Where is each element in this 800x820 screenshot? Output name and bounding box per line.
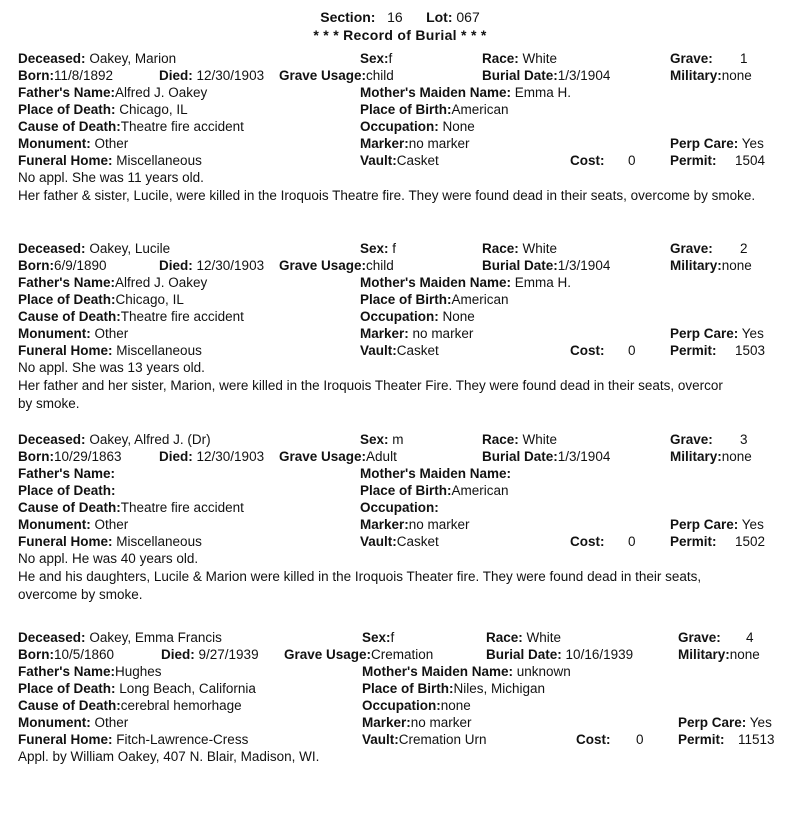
- died-label: Died:: [161, 647, 195, 662]
- sex-value: m: [392, 432, 404, 447]
- sex-label: Sex:: [360, 51, 389, 66]
- record-note-detail: Her father & sister, Lucile, were killed in the Iroquois Theatre fire. They were found dead in their seats, overcome by smoke.: [18, 188, 756, 203]
- died-value: 12/30/1903: [196, 68, 265, 83]
- record-note-detail: He and his daughters, Lucile & Marion were killed in the Iroquois Theater fire. They were found dead in their seats,: [18, 569, 702, 584]
- sex-value: f: [390, 630, 395, 645]
- permit-label: Permit:: [670, 534, 717, 549]
- born-value: 6/9/1890: [54, 258, 107, 273]
- monument-value: Other: [94, 326, 129, 341]
- funeral-home-value: Fitch-Lawrence-Cress: [116, 732, 249, 747]
- grave-value: 2: [740, 241, 748, 256]
- monument-label: Monument:: [18, 517, 91, 532]
- perp-care-label: Perp Care:: [670, 326, 739, 341]
- burial-record-2: [0, 241, 800, 431]
- cost-label: Cost:: [570, 153, 605, 168]
- marker-value: no marker: [408, 136, 470, 151]
- permit-label: Permit:: [678, 732, 725, 747]
- grave-label: Grave:: [670, 432, 713, 447]
- section-label: Section:: [320, 9, 376, 25]
- place-of-death-label: Place of Death:: [18, 292, 116, 307]
- funeral-home-label: Funeral Home:: [18, 153, 113, 168]
- vault-label: Vault:: [360, 343, 397, 358]
- died-value: 12/30/1903: [196, 258, 265, 273]
- funeral-home-value: Miscellaneous: [116, 343, 202, 358]
- burial-date-label: Burial Date:: [482, 449, 558, 464]
- cause-value: cerebral hemorhage: [120, 698, 242, 713]
- occupation-value: None: [442, 309, 475, 324]
- burial-date-value: 1/3/1904: [557, 258, 611, 273]
- permit-value: 11513: [738, 732, 775, 747]
- born-value: 11/8/1892: [54, 68, 114, 83]
- funeral-home-label: Funeral Home:: [18, 534, 113, 549]
- grave-usage-label: Grave Usage:: [284, 647, 372, 662]
- place-of-death-label: Place of Death:: [18, 483, 116, 498]
- perp-care-value: Yes: [741, 326, 764, 341]
- record-note-detail: Her father and her sister, Marion, were killed in the Iroquois Theater Fire. They were found dead in their seats, overcor: [18, 378, 723, 393]
- military-value: none: [721, 258, 752, 273]
- military-label: Military:: [670, 449, 722, 464]
- burial-record-1: [0, 51, 800, 241]
- sex-label: Sex:: [360, 432, 389, 447]
- section-value: 16: [387, 9, 403, 25]
- mother-value: Emma H.: [514, 85, 572, 100]
- military-label: Military:: [678, 647, 730, 662]
- vault-label: Vault:: [360, 534, 397, 549]
- monument-label: Monument:: [18, 326, 91, 341]
- occupation-value: None: [442, 119, 475, 134]
- grave-label: Grave:: [670, 241, 713, 256]
- cause-value: Theatre fire accident: [120, 309, 244, 324]
- perp-care-value: Yes: [741, 136, 764, 151]
- deceased-label: Deceased:: [18, 51, 86, 66]
- place-of-birth-value: American: [451, 102, 509, 117]
- lot-label: Lot:: [426, 9, 453, 25]
- born-value: 10/29/1863: [54, 449, 122, 464]
- deceased-value: Oakey, Alfred J. (Dr): [89, 432, 211, 447]
- occupation-label: Occupation:: [360, 309, 439, 324]
- place-of-death-value: Long Beach, California: [119, 681, 256, 696]
- grave-usage-value: child: [366, 258, 394, 273]
- cost-value: 0: [628, 534, 636, 549]
- cause-label: Cause of Death:: [18, 119, 121, 134]
- grave-value: 4: [746, 630, 754, 645]
- occupation-label: Occupation:: [360, 500, 439, 515]
- father-value: Alfred J. Oakey: [115, 85, 208, 100]
- mother-label: Mother's Maiden Name:: [360, 85, 511, 100]
- sex-value: f: [388, 51, 393, 66]
- deceased-label: Deceased:: [18, 241, 86, 256]
- occupation-label: Occupation:: [362, 698, 441, 713]
- vault-value: Casket: [396, 153, 439, 168]
- funeral-home-label: Funeral Home:: [18, 732, 113, 747]
- monument-label: Monument:: [18, 136, 91, 151]
- permit-label: Permit:: [670, 343, 717, 358]
- cost-value: 0: [628, 343, 636, 358]
- place-of-birth-label: Place of Birth:: [360, 292, 452, 307]
- race-label: Race:: [482, 241, 519, 256]
- cost-label: Cost:: [576, 732, 611, 747]
- died-label: Died:: [159, 258, 193, 273]
- place-of-birth-label: Place of Birth:: [360, 102, 452, 117]
- race-label: Race:: [482, 51, 519, 66]
- died-label: Died:: [159, 68, 193, 83]
- race-value: White: [526, 630, 562, 645]
- race-value: White: [522, 51, 558, 66]
- father-label: Father's Name:: [18, 466, 115, 481]
- monument-value: Other: [94, 517, 129, 532]
- marker-label: Marker:: [362, 715, 411, 730]
- grave-usage-label: Grave Usage:: [279, 68, 367, 83]
- permit-value: 1503: [735, 343, 766, 358]
- grave-usage-value: child: [366, 68, 394, 83]
- grave-usage-label: Grave Usage:: [279, 449, 367, 464]
- mother-label: Mother's Maiden Name:: [360, 466, 511, 481]
- sex-value: f: [392, 241, 397, 256]
- grave-label: Grave:: [670, 51, 713, 66]
- grave-usage-label: Grave Usage:: [279, 258, 367, 273]
- record-note-detail-cont: overcome by smoke.: [18, 587, 143, 602]
- father-value: Alfred J. Oakey: [115, 275, 208, 290]
- grave-label: Grave:: [678, 630, 721, 645]
- mother-value: Emma H.: [514, 275, 572, 290]
- race-value: White: [522, 241, 558, 256]
- deceased-label: Deceased:: [18, 432, 86, 447]
- marker-value: no marker: [408, 517, 470, 532]
- grave-usage-value: Cremation: [371, 647, 434, 662]
- place-of-birth-value: Niles, Michigan: [453, 681, 546, 696]
- cost-label: Cost:: [570, 534, 605, 549]
- grave-value: 1: [740, 51, 748, 66]
- cause-value: Theatre fire accident: [120, 500, 244, 515]
- record-note-age: No appl. She was 13 years old.: [18, 360, 205, 375]
- permit-label: Permit:: [670, 153, 717, 168]
- burial-date-label: Burial Date:: [482, 68, 558, 83]
- perp-care-value: Yes: [741, 517, 764, 532]
- born-label: Born:: [18, 258, 54, 273]
- born-label: Born:: [18, 68, 54, 83]
- burial-date-label: Burial Date:: [486, 647, 562, 662]
- born-value: 10/5/1860: [54, 647, 115, 662]
- perp-care-label: Perp Care:: [670, 136, 739, 151]
- father-label: Father's Name:: [18, 664, 115, 679]
- place-of-death-label: Place of Death:: [18, 681, 116, 696]
- died-value: 12/30/1903: [196, 449, 265, 464]
- deceased-value: Oakey, Emma Francis: [89, 630, 222, 645]
- marker-label: Marker:: [360, 517, 409, 532]
- father-label: Father's Name:: [18, 275, 115, 290]
- marker-label: Marker:: [360, 326, 409, 341]
- deceased-label: Deceased:: [18, 630, 86, 645]
- military-value: none: [729, 647, 760, 662]
- military-value: none: [721, 449, 752, 464]
- father-label: Father's Name:: [18, 85, 115, 100]
- cause-value: Theatre fire accident: [120, 119, 244, 134]
- grave-usage-value: Adult: [366, 449, 397, 464]
- vault-label: Vault:: [360, 153, 397, 168]
- monument-value: Other: [94, 136, 129, 151]
- perp-care-label: Perp Care:: [678, 715, 747, 730]
- funeral-home-value: Miscellaneous: [116, 153, 202, 168]
- vault-label: Vault:: [362, 732, 399, 747]
- record-title: * * * Record of Burial * * *: [313, 27, 487, 43]
- vault-value: Casket: [396, 343, 439, 358]
- section-lot-header: [0, 9, 800, 25]
- place-of-birth-label: Place of Birth:: [360, 483, 452, 498]
- deceased-value: Oakey, Lucile: [89, 241, 171, 256]
- marker-value: no marker: [410, 715, 472, 730]
- record-note-age: No appl. She was 11 years old.: [18, 170, 204, 185]
- cause-label: Cause of Death:: [18, 500, 121, 515]
- place-of-death-value: Chicago, IL: [115, 292, 184, 307]
- vault-value: Casket: [396, 534, 439, 549]
- sex-label: Sex:: [362, 630, 391, 645]
- mother-label: Mother's Maiden Name:: [362, 664, 513, 679]
- cost-value: 0: [628, 153, 636, 168]
- military-value: none: [721, 68, 752, 83]
- race-label: Race:: [482, 432, 519, 447]
- grave-value: 3: [740, 432, 748, 447]
- mother-label: Mother's Maiden Name:: [360, 275, 511, 290]
- died-value: 9/27/1939: [198, 647, 259, 662]
- cause-label: Cause of Death:: [18, 309, 121, 324]
- place-of-birth-value: American: [451, 292, 509, 307]
- perp-care-label: Perp Care:: [670, 517, 739, 532]
- race-value: White: [522, 432, 558, 447]
- deceased-value: Oakey, Marion: [89, 51, 177, 66]
- mother-value: unknown: [516, 664, 571, 679]
- burial-date-value: 1/3/1904: [557, 68, 611, 83]
- monument-label: Monument:: [18, 715, 91, 730]
- record-note-applicant: Appl. by William Oakey, 407 N. Blair, Madison, WI.: [18, 749, 320, 764]
- burial-date-value: 1/3/1904: [557, 449, 611, 464]
- occupation-value: none: [440, 698, 471, 713]
- place-of-death-value: Chicago, IL: [119, 102, 188, 117]
- record-note-age: No appl. He was 40 years old.: [18, 551, 199, 566]
- funeral-home-value: Miscellaneous: [116, 534, 202, 549]
- burial-date-label: Burial Date:: [482, 258, 558, 273]
- military-label: Military:: [670, 258, 722, 273]
- monument-value: Other: [94, 715, 129, 730]
- marker-value: no marker: [412, 326, 474, 341]
- record-note-detail-cont: by smoke.: [18, 396, 80, 411]
- vault-value: Cremation Urn: [398, 732, 487, 747]
- cost-value: 0: [636, 732, 644, 747]
- cost-label: Cost:: [570, 343, 605, 358]
- marker-label: Marker:: [360, 136, 409, 151]
- perp-care-value: Yes: [749, 715, 772, 730]
- burial-record-3: [0, 432, 800, 622]
- burial-record-4: [0, 630, 800, 820]
- permit-value: 1504: [735, 153, 766, 168]
- place-of-death-label: Place of Death:: [18, 102, 116, 117]
- permit-value: 1502: [735, 534, 766, 549]
- died-label: Died:: [159, 449, 193, 464]
- place-of-birth-label: Place of Birth:: [362, 681, 454, 696]
- place-of-birth-value: American: [451, 483, 509, 498]
- military-label: Military:: [670, 68, 722, 83]
- father-value: Hughes: [115, 664, 162, 679]
- funeral-home-label: Funeral Home:: [18, 343, 113, 358]
- lot-value: 067: [456, 9, 480, 25]
- cause-label: Cause of Death:: [18, 698, 121, 713]
- occupation-label: Occupation:: [360, 119, 439, 134]
- born-label: Born:: [18, 449, 54, 464]
- race-label: Race:: [486, 630, 523, 645]
- burial-date-value: 10/16/1939: [565, 647, 634, 662]
- sex-label: Sex:: [360, 241, 389, 256]
- born-label: Born:: [18, 647, 54, 662]
